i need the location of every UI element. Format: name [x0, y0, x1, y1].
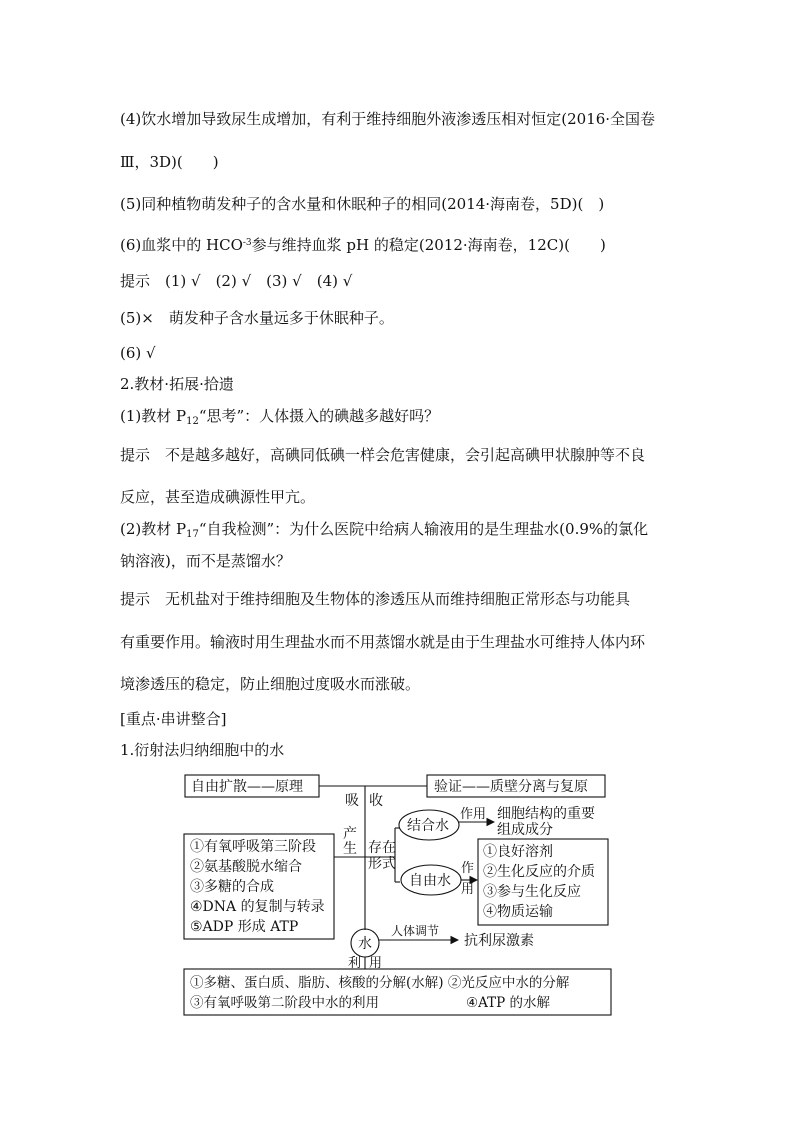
- produce-item-1: ①有氧呼吸第三阶段: [190, 839, 316, 855]
- label-use-1: 利: [348, 956, 362, 971]
- label-produce-1: 产: [343, 826, 357, 842]
- hint-answer-6: (6) √: [120, 344, 156, 362]
- label-use-2: 用: [369, 956, 383, 971]
- answer-2-line-1: 提示 无机盐对于维持细胞及生物体的渗透压从而维持细胞正常形态与功能具: [120, 590, 631, 608]
- label-absorb-1: 吸: [345, 793, 359, 809]
- free-role-3: ③参与生化反应: [483, 884, 581, 900]
- question-4-line-1: (4)饮水增加导致尿生成增加，有利于维持细胞外液渗透压相对恒定(2016·全国卷: [120, 110, 656, 128]
- label-bound-water: 结合水: [407, 818, 449, 834]
- question-4-line-2: Ⅲ，3D)( ): [120, 153, 219, 171]
- label-water: 水: [358, 936, 372, 952]
- section-3-title: [重点·串讲整合]: [120, 710, 227, 728]
- label-produce-2: 生: [343, 841, 357, 857]
- answer-1-line-2: 反应，甚至造成碘源性甲亢。: [120, 488, 316, 506]
- tq2-sub: 17: [186, 529, 199, 540]
- question-6-sup: -3: [242, 238, 252, 248]
- hint-answers-1-4: 提示 (1) √ (2) √ (3) √ (4) √: [120, 272, 353, 290]
- question-6-pre: (6)血浆中的 HCO: [120, 236, 243, 254]
- label-exist-2: 形式: [368, 856, 396, 872]
- label-regulate: 人体调节: [391, 924, 440, 938]
- tq2-post: “自我检测”：为什么医院中给病人输液用的是生理盐水(0.9%的氯化: [198, 520, 649, 538]
- label-verification: 验证——质壁分离与复原: [434, 779, 588, 795]
- free-role-2: ②生化反应的介质: [483, 864, 595, 880]
- use-list-line-2b: ④ATP 的水解: [466, 995, 550, 1011]
- label-effect-2b: 用: [461, 882, 475, 897]
- section-3-subtitle: 1.衍射法归纳细胞中的水: [120, 741, 285, 759]
- use-list-line-1: ①多糖、蛋白质、脂肪、核酸的分解(水解) ②光反应中水的分解: [190, 975, 570, 991]
- answer-1-line-1: 提示 不是越多越好，高碘同低碘一样会危害健康，会引起高碘甲状腺肿等不良: [120, 446, 646, 464]
- label-effect-2a: 作: [461, 861, 475, 876]
- question-5: (5)同种植物萌发种子的含水量和休眠种子的相同(2014·海南卷，5D)( ): [120, 195, 605, 213]
- label-effect-1: 作用: [460, 807, 487, 822]
- tq1-sub: 12: [186, 416, 199, 427]
- produce-item-3: ③多糖的合成: [190, 879, 274, 895]
- label-diffusion-principle: 自由扩散——原理: [191, 779, 303, 795]
- label-bound-role-1: 细胞结构的重要: [497, 806, 595, 822]
- produce-item-5: ⑤ADP 形成 ATP: [190, 919, 299, 935]
- produce-item-2: ②氨基酸脱水缩合: [190, 859, 302, 875]
- label-hormone: 抗利尿激素: [464, 933, 534, 949]
- answer-2-line-3: 境渗透压的稳定，防止细胞过度吸水而涨破。: [120, 675, 421, 693]
- label-absorb-2: 收: [369, 793, 383, 809]
- textbook-question-2-line-2: 钠溶液)，而不是蒸馏水？: [120, 552, 291, 570]
- label-free-water: 自由水: [409, 873, 451, 889]
- label-bound-role-2: 组成成分: [497, 822, 553, 838]
- answer-2-line-2: 有重要作用。输液时用生理盐水而不用蒸馏水就是由于生理盐水可维持人体内环: [120, 633, 646, 651]
- label-exist-1: 存在: [368, 840, 396, 856]
- use-list-line-2a: ③有氧呼吸第二阶段中水的利用: [190, 995, 379, 1011]
- tq1-post: “思考”：人体摄入的碘越多越好吗？: [198, 407, 440, 425]
- tq2-pre: (2)教材 P: [120, 520, 187, 538]
- section-2-title: 2.教材·拓展·拾遗: [120, 375, 234, 393]
- hint-answer-5: (5)× 萌发种子含水量远多于休眠种子。: [120, 309, 394, 327]
- tq1-pre: (1)教材 P: [120, 407, 187, 425]
- produce-item-4: ④DNA 的复制与转录: [190, 899, 325, 915]
- free-role-1: ①良好溶剂: [483, 844, 553, 860]
- free-role-4: ④物质运输: [483, 904, 553, 920]
- question-6-post: 参与维持血浆 pH 的稳定(2012·海南卷，12C)( ): [251, 236, 606, 254]
